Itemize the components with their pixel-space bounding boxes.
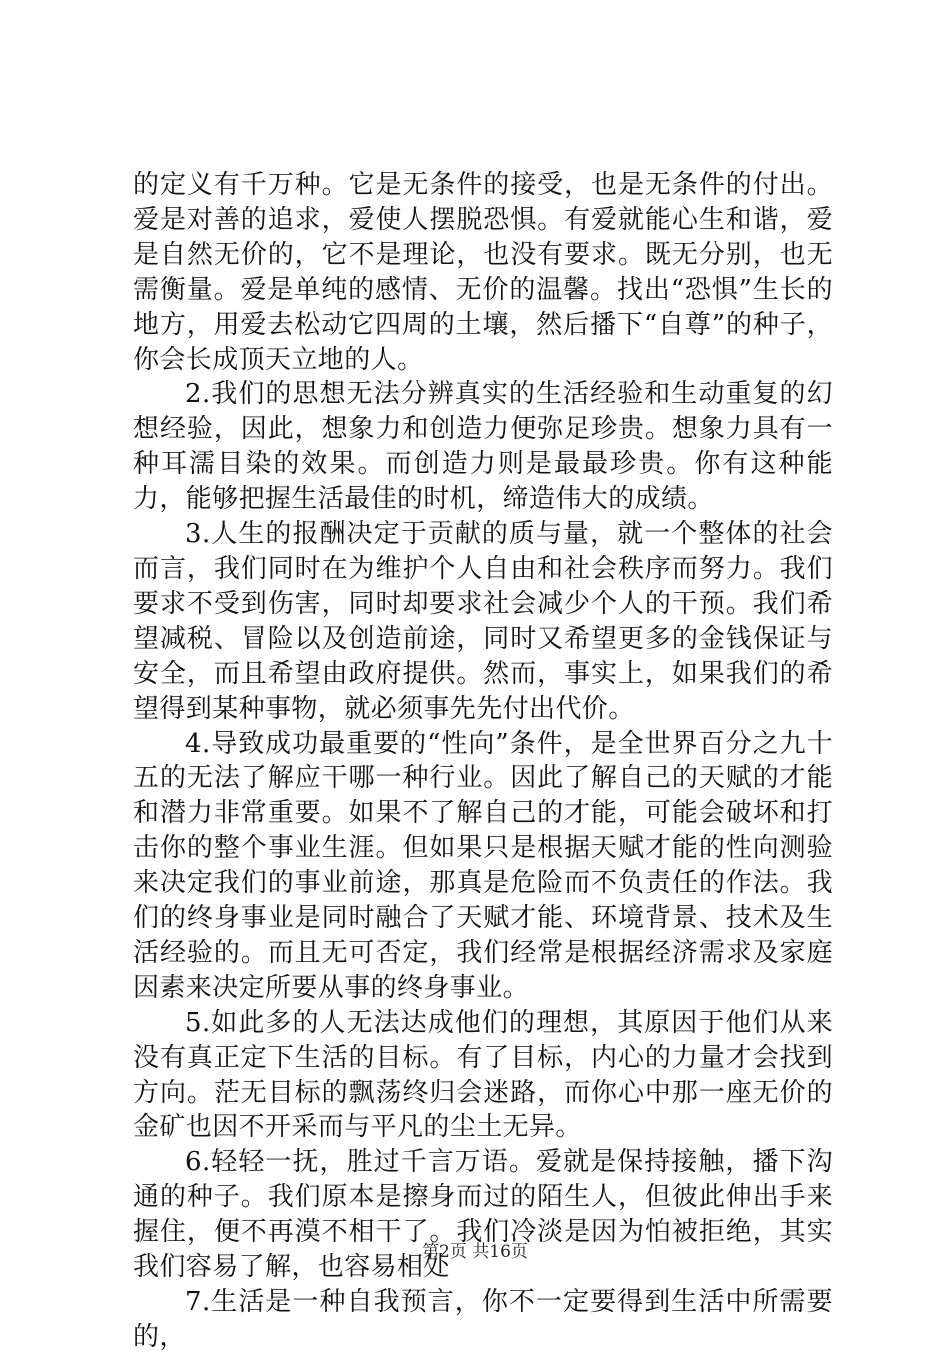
paragraph-item-2: 2.我们的思想无法分辨真实的生活经验和生动重复的幻想经验，因此，想象力和创造力便弥足珍贵。想象力具有一种耳濡目染的效果。而创造力则是最最珍贵。你有这种能力，能够把握生活最佳的时机，缔造伟大的成绩。 [133, 379, 833, 515]
document-body [133, 168, 833, 1355]
paragraph-item-6: 6.轻轻一抚，胜过千言万语。爱就是保持接触，播下沟通的种子。我们原本是擦身而过的陌生人，但彼此伸出手来握住，便不再漠不相干了。我们冷淡是因为怕被拒绝，其实我们容易了解，也容易相处 [133, 1147, 833, 1283]
paragraph-continuation: 的定义有千万种。它是无条件的接受，也是无条件的付出。爱是对善的追求，爱使人摆脱恐惧。有爱就能心生和谐，爱是自然无价的，它不是理论，也没有要求。既无分别，也无需衡量。爱是单纯的感情、无价的温馨。找出“恐惧”生长的地方，用爱去松动它四周的土壤，然后播下“自尊”的种子，你会长成顶天立地的人。 [133, 170, 833, 375]
page-number-footer: 第2页 共16页 [422, 1242, 528, 1262]
paragraph-item-5: 5.如此多的人无法达成他们的理想，其原因于他们从来没有真正定下生活的目标。有了目标，内心的力量才会找到方向。茫无目标的飘荡终归会迷路，而你心中那一座无价的金矿也因不开采而与平凡的尘土无异。 [133, 1007, 833, 1143]
paragraph-item-3: 3.人生的报酬决定于贡献的质与量，就一个整体的社会而言，我们同时在为维护个人自由和社会秩序而努力。我们要求不受到伤害，同时却要求社会减少个人的干预。我们希望减税、冒险以及创造前途，同时又希望更多的金钱保证与安全，而且希望由政府提供。然而，事实上，如果我们的希望得到某种事物，就必须事先先付出代价。 [133, 519, 833, 724]
paragraph-item-7: 7.生活是一种自我预言，你不一定要得到生活中所需要的， [133, 1287, 833, 1352]
paragraph-item-4: 4.导致成功最重要的“性向”条件，是全世界百分之九十五的无法了解应干哪一种行业。因此了解自己的天赋的才能和潜力非常重要。如果不了解自己的才能，可能会破坏和打击你的整个事业生涯。但如果只是根据天赋才能的性向测验来决定我们的事业前途，那真是危险而不负责任的作法。我们的终身事业是同时融合了天赋才能、环境背景、技术及生活经验的。而且无可否定，我们经常是根据经济需求及家庭因素来决定所要从事的终身事业。 [133, 728, 833, 1003]
